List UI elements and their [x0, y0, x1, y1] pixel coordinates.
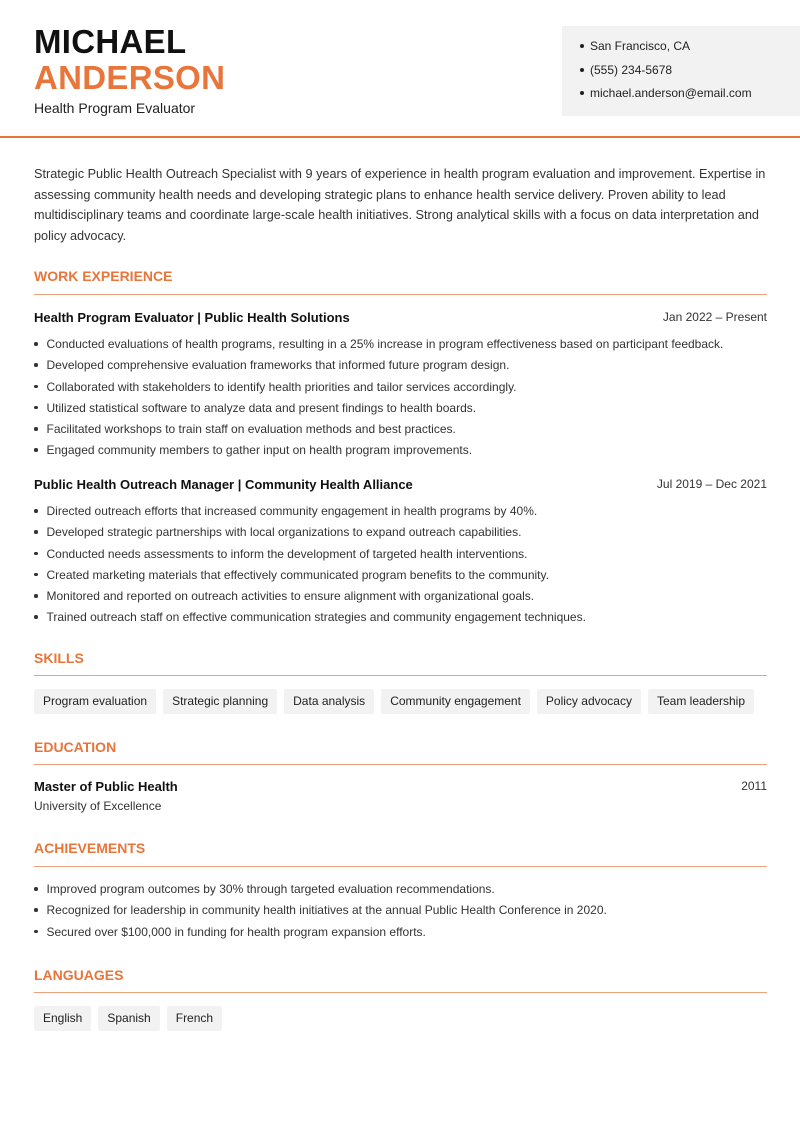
list-item: Secured over $100,000 in funding for health program expansion efforts. — [34, 924, 774, 945]
bullet-icon — [580, 68, 584, 72]
education-year: 2011 — [741, 779, 767, 793]
languages-list — [34, 1006, 222, 1031]
bullet-icon — [34, 594, 38, 598]
section-divider — [34, 764, 767, 765]
skill-chip: Community engagement — [381, 689, 530, 714]
section-title-work: WORK EXPERIENCE — [34, 268, 173, 284]
bullet-icon — [34, 427, 38, 431]
section-title-education: EDUCATION — [34, 739, 117, 755]
language-chip: Spanish — [98, 1006, 159, 1031]
bullet-icon — [34, 448, 38, 452]
job-2-bullets — [34, 503, 774, 631]
bullet-icon — [34, 385, 38, 389]
language-chip: French — [167, 1006, 222, 1031]
section-divider — [34, 992, 767, 993]
education-school: University of Excellence — [34, 799, 162, 813]
list-item: Facilitated workshops to train staff on evaluation methods and best practices. — [34, 421, 774, 442]
section-title-languages: LANGUAGES — [34, 967, 124, 983]
bullet-icon — [34, 930, 38, 934]
contact-email[interactable]: michael.anderson@email.com — [580, 85, 752, 109]
education-degree: Master of Public Health — [34, 779, 178, 794]
resume-header — [0, 0, 800, 138]
skill-chip: Policy advocacy — [537, 689, 641, 714]
job-2-title: Public Health Outreach Manager | Community Health Alliance — [34, 477, 413, 492]
list-item: Developed strategic partnerships with local organizations to expand outreach capabilities. — [34, 524, 774, 545]
section-divider — [34, 675, 767, 676]
skill-chip: Data analysis — [284, 689, 374, 714]
list-item: Utilized statistical software to analyze data and present findings to health boards. — [34, 400, 774, 421]
summary-paragraph: Strategic Public Health Outreach Specialist with 9 years of experience in health program evaluation and improvement. Expertise in assessing community health needs and developing strategic plans to enhance health service delivery. Proven ability to lead multidisciplinary teams and coordinate large-scale health initiatives. Strong analytical skills with a focus on data interpretation and policy advocacy. — [34, 167, 766, 244]
bullet-icon — [34, 363, 38, 367]
list-item: Monitored and reported on outreach activities to ensure alignment with organizational goals. — [34, 588, 774, 609]
first-name: MICHAEL — [34, 23, 187, 60]
job-title-headline: Health Program Evaluator — [34, 100, 196, 116]
achievements-list — [34, 881, 774, 945]
list-item: Conducted needs assessments to inform the development of targeted health interventions. — [34, 546, 774, 567]
list-item: Improved program outcomes by 30% through targeted evaluation recommendations. — [34, 881, 774, 902]
last-name: ANDERSON — [34, 59, 226, 96]
list-item: Developed comprehensive evaluation frameworks that informed future program design. — [34, 357, 774, 378]
contact-location: San Francisco, CA — [580, 38, 752, 62]
bullet-icon — [34, 908, 38, 912]
list-item: Collaborated with stakeholders to identify health priorities and tailor services accordingly. — [34, 379, 774, 400]
list-item: Trained outreach staff on effective communication strategies and community engagement techniques. — [34, 609, 774, 630]
list-item: Conducted evaluations of health programs, resulting in a 25% increase in program effectiveness based on participant feedback. — [34, 336, 774, 357]
section-title-skills: SKILLS — [34, 650, 84, 666]
contact-phone: (555) 234-5678 — [580, 62, 752, 86]
bullet-icon — [34, 573, 38, 577]
bullet-icon — [34, 342, 38, 346]
list-item: Engaged community members to gather input on health program improvements. — [34, 442, 774, 463]
bullet-icon — [34, 509, 38, 513]
skill-chip: Strategic planning — [163, 689, 277, 714]
list-item: Created marketing materials that effectively communicated program benefits to the community. — [34, 567, 774, 588]
bullet-icon — [34, 887, 38, 891]
language-chip: English — [34, 1006, 91, 1031]
skill-chip: Team leadership — [648, 689, 754, 714]
candidate-name — [34, 24, 225, 96]
bullet-icon — [34, 552, 38, 556]
bullet-icon — [580, 44, 584, 48]
list-item: Recognized for leadership in community health initiatives at the annual Public Health Conference in 2020. — [34, 902, 774, 923]
list-item: Directed outreach efforts that increased community engagement in health programs by 40%. — [34, 503, 774, 524]
job-1-title: Health Program Evaluator | Public Health Solutions — [34, 310, 350, 325]
job-2-dates: Jul 2019 – Dec 2021 — [656, 477, 767, 491]
section-title-achievements: ACHIEVEMENTS — [34, 840, 146, 856]
section-divider — [34, 866, 767, 867]
skill-chip: Program evaluation — [34, 689, 156, 714]
contact-box — [562, 26, 800, 116]
bullet-icon — [34, 406, 38, 410]
section-divider — [34, 294, 767, 295]
job-1-bullets — [34, 336, 774, 464]
bullet-icon — [34, 615, 38, 619]
job-1-dates: Jan 2022 – Present — [662, 310, 767, 324]
bullet-icon — [580, 91, 584, 95]
skills-list — [34, 689, 754, 714]
bullet-icon — [34, 530, 38, 534]
